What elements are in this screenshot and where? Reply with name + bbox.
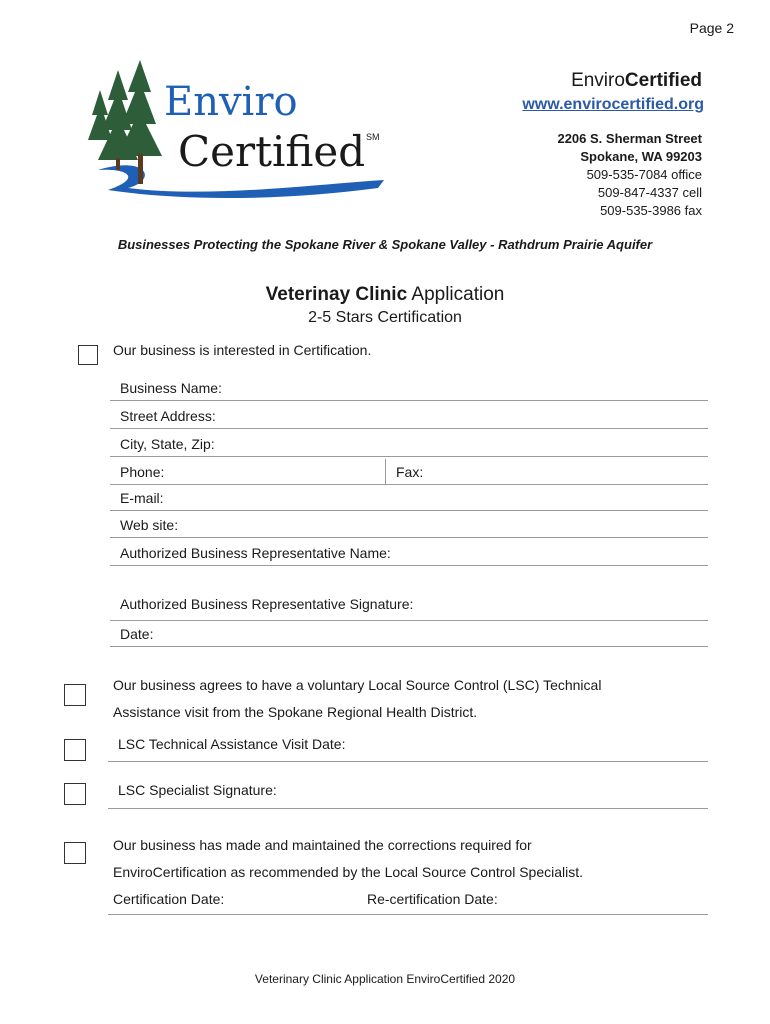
lsc-signature-line[interactable] bbox=[108, 808, 708, 809]
lsc-visit-date-label: LSC Technical Assistance Visit Date: bbox=[118, 736, 346, 752]
interested-label: Our business is interested in Certification. bbox=[113, 342, 372, 358]
rep-name-label: Authorized Business Representative Name: bbox=[120, 545, 391, 561]
logo-service-mark: SM bbox=[366, 132, 380, 142]
phone-field[interactable] bbox=[110, 459, 386, 485]
lsc-agree-line1: Our business agrees to have a voluntary Local Source Control (LSC) Technical bbox=[113, 677, 602, 693]
certification-dates-line[interactable] bbox=[108, 914, 708, 915]
title-regular: Application bbox=[411, 284, 505, 305]
business-name-field[interactable] bbox=[110, 375, 708, 401]
lsc-visit-date-checkbox[interactable] bbox=[64, 739, 86, 761]
corrections-line2: EnviroCertification as recommended by the Local Source Control Specialist. bbox=[113, 864, 584, 880]
footer-text: Veterinary Clinic Application EnviroCertified 2020 bbox=[254, 972, 516, 986]
corrections-line1: Our business has made and maintained the corrections required for bbox=[113, 837, 532, 853]
page-subtitle: 2-5 Stars Certification bbox=[308, 309, 462, 326]
city-state-zip-label: City, State, Zip: bbox=[120, 436, 215, 452]
website-link[interactable]: www.envirocertified.org bbox=[522, 96, 704, 113]
page-title bbox=[0, 284, 770, 306]
logo-word-enviro: Enviro bbox=[164, 79, 298, 125]
lsc-visit-checkbox[interactable] bbox=[64, 684, 86, 706]
phone-fax: 509-535-3986 fax bbox=[600, 203, 702, 218]
brand-name-bold: Certified bbox=[624, 70, 702, 91]
page-number: Page 2 bbox=[689, 20, 734, 36]
street-address-label: Street Address: bbox=[120, 408, 216, 424]
website-label: Web site: bbox=[120, 517, 179, 533]
lsc-visit-date-line[interactable] bbox=[108, 761, 708, 762]
lsc-signature-checkbox[interactable] bbox=[64, 783, 86, 805]
corrections-checkbox[interactable] bbox=[64, 842, 86, 864]
tagline: Businesses Protecting the Spokane River & Spokane Valley - Rathdrum Prairie Aquifer bbox=[117, 237, 653, 252]
certification-date-label: Certification Date: bbox=[113, 891, 225, 907]
contact-block bbox=[557, 130, 702, 220]
address-street: 2206 S. Sherman Street bbox=[557, 131, 702, 146]
phone-cell: 509-847-4337 cell bbox=[597, 185, 702, 200]
lsc-agree-line2: Assistance visit from the Spokane Regional Health District. bbox=[113, 704, 478, 720]
brand-name bbox=[571, 70, 702, 92]
city-state-zip-field[interactable] bbox=[110, 431, 708, 457]
email-field[interactable] bbox=[110, 485, 708, 511]
date-field[interactable] bbox=[110, 621, 708, 647]
rep-signature-field[interactable] bbox=[110, 568, 708, 621]
fax-field[interactable] bbox=[386, 459, 708, 485]
rep-signature-label: Authorized Business Representative Signature: bbox=[120, 596, 414, 612]
lsc-signature-label: LSC Specialist Signature: bbox=[118, 782, 277, 798]
title-bold: Veterinay Clinic bbox=[265, 284, 408, 305]
phone-office: 509-535-7084 office bbox=[586, 167, 702, 182]
date-label: Date: bbox=[120, 626, 154, 642]
rep-name-field[interactable] bbox=[110, 540, 708, 566]
address-city: Spokane, WA 99203 bbox=[580, 149, 702, 164]
business-name-label: Business Name: bbox=[120, 380, 222, 396]
recertification-date-label: Re-certification Date: bbox=[367, 891, 498, 907]
email-label: E-mail: bbox=[120, 490, 164, 506]
envirocertified-logo bbox=[88, 60, 388, 200]
fax-label: Fax: bbox=[396, 464, 424, 480]
brand-name-regular: Enviro bbox=[571, 70, 625, 91]
interested-checkbox[interactable] bbox=[78, 345, 98, 365]
logo-word-certified: Certified bbox=[178, 127, 366, 176]
phone-label: Phone: bbox=[120, 464, 165, 480]
website-field[interactable] bbox=[110, 512, 708, 538]
street-address-field[interactable] bbox=[110, 403, 708, 429]
